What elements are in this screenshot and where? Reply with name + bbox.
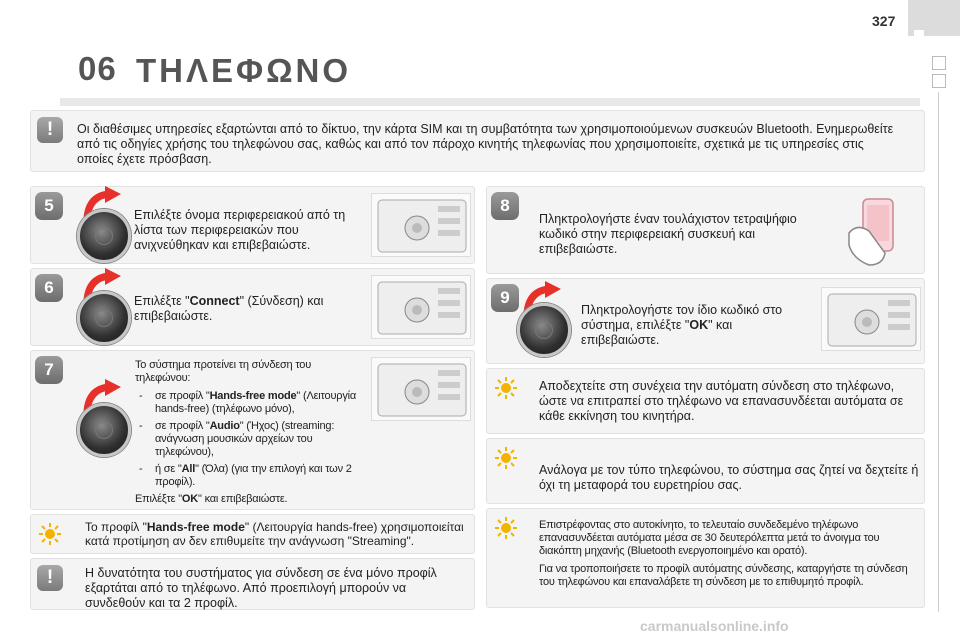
radio-panel-thumbnail	[821, 287, 921, 351]
lightbulb-icon	[493, 445, 519, 471]
step-6-badge: 6	[35, 274, 63, 302]
intro-text: Οι διαθέσιμες υπηρεσίες εξαρτώνται από το δίκτυο, την κάρτα SIM και τη συμβατότητα των χρησιμοποιούμενων συσκευών Bluetooth. Ενημερωθείτε από τις οδηγίες χρήσης του τηλεφώνου σας, καθώς και από τον πάροχο κινητής τηλεφωνίας που χρησιμοποιείτε, σχετικά με τις υπηρεσίες στις οποίες έχετε πρόσβαση.	[77, 122, 894, 166]
corner-notch	[914, 30, 924, 40]
reconnect-tip-para-2: Για να τροποποιήσετε το προφίλ αυτόματης σύνδεσης, καταργήστε τη σύνδεση του τηλεφώνου και επαναλάβετε τη σύνδεση με το επιθυμητό προφίλ.	[539, 563, 908, 588]
profile-item-all: - ή σε "All" (Όλα) (για την επιλογή και των 2 προφίλ).	[139, 463, 352, 488]
step-7-box	[30, 350, 475, 510]
phonebook-tip-box	[486, 438, 925, 504]
step-8-badge: 8	[491, 192, 519, 220]
step-7-text	[135, 359, 365, 506]
rotary-knob-icon	[77, 209, 131, 263]
profile-warning-text: Η δυνατότητα του συστήματος για σύνδεση σε ένα μόνο προφίλ εξαρτάται από το τηλέφωνο. Από προεπιλογή μπορούν να συνδεθούν και τα 2 προφίλ.	[85, 566, 437, 610]
warning-icon: !	[37, 565, 63, 591]
handsfree-tip-box	[30, 514, 475, 554]
warning-icon: !	[37, 117, 63, 143]
profile-item-handsfree: - σε προφίλ "Hands-free mode" (Λειτουργία hands-free) (τηλέφωνο μόνο),	[139, 390, 357, 415]
radio-panel-thumbnail	[371, 275, 471, 339]
watermark: carmanualsonline.info	[640, 618, 789, 634]
step-5-text: Επιλέξτε όνομα περιφερειακού από τη λίστα των περιφερειακών που ανιχνεύθηκαν και επιβεβαιώστε.	[134, 208, 346, 252]
step-8-text: Πληκτρολογήστε έναν τουλάχιστον τετραψήφιο κωδικό στην περιφερειακή συσκευή και επιβεβαιώστε.	[539, 212, 797, 256]
rotary-knob-icon	[77, 403, 131, 457]
step-9-text: Πληκτρολογήστε τον ίδιο κωδικό στο σύστημα, επιλέξτε "OK" και επιβεβαιώστε.	[581, 303, 783, 347]
profile-warning-box	[30, 558, 475, 610]
step-5-badge: 5	[35, 192, 63, 220]
radio-panel-thumbnail	[371, 193, 471, 257]
phonebook-tip-text: Ανάλογα με τον τύπο τηλεφώνου, το σύστημα σας ζητεί να δεχτείτε ή όχι τη μεταφορά του ευρετηρίου σας.	[539, 463, 919, 492]
step-7-outro: Επιλέξτε "OK" και επιβεβαιώστε.	[135, 493, 288, 505]
intro-box	[30, 110, 925, 172]
reconnect-tip-box	[486, 508, 925, 608]
chapter-title: ΤΗΛΕΦΩΝΟ	[136, 52, 352, 89]
step-9-badge: 9	[491, 284, 519, 312]
step-8-box	[486, 186, 925, 274]
step-6-post: " (Σύνδεση) και επιβεβαιώστε.	[134, 294, 324, 323]
handsfree-tip-text: Το προφίλ "Hands-free mode" (Λειτουργία hands-free) χρησιμοποιείται κατά προτίμηση αν δεν επιθυμείτε την ανάγνωση "Streaming".	[85, 520, 464, 548]
step-7-intro: Το σύστημα προτείνει τη σύνδεση του τηλεφώνου:	[135, 359, 312, 384]
step-6-text	[134, 294, 369, 324]
side-rule	[938, 92, 940, 612]
chapter-number: 06	[78, 50, 117, 87]
rotary-knob-icon	[517, 303, 571, 357]
phone-in-hand-icon	[839, 193, 915, 269]
step-6-bold: Connect	[189, 294, 240, 308]
step-5-box	[30, 186, 475, 264]
auto-connect-tip-text: Αποδεχτείτε στη συνέχεια την αυτόματη σύνδεση στο τηλέφωνο, ώστε να επιτραπεί στο τηλέφωνο να επανασυνδέεται αυτόματα σε κάθε εκκίνηση του κινητήρα.	[539, 379, 904, 423]
side-square-top	[932, 56, 946, 70]
reconnect-tip-para-1: Επιστρέφοντας στο αυτοκίνητο, το τελευταίο συνδεδεμένο τηλέφωνο επανασυνδέεται αυτόματα μέσα σε 30 δευτερόλεπτα μετά το άνοιγμα του διακόπτη μηχανής (Bluetooth ενεργοποιημένο και ορατό).	[539, 519, 880, 557]
reconnect-tip-text	[539, 519, 921, 589]
lightbulb-icon	[493, 375, 519, 401]
step-7-badge: 7	[35, 356, 63, 384]
rotary-knob-icon	[77, 291, 131, 345]
lightbulb-icon	[493, 515, 519, 541]
auto-connect-tip-box	[486, 368, 925, 434]
side-square-bottom	[932, 74, 946, 88]
page-number: 327	[872, 13, 896, 29]
step-6-pre: Επιλέξτε "	[134, 294, 190, 308]
title-rule	[60, 98, 920, 106]
radio-panel-thumbnail	[371, 357, 471, 421]
profile-item-audio: - σε προφίλ "Audio" (Ήχος) (streaming: ανάγνωση μουσικών αρχείων του τηλεφώνου),	[139, 420, 335, 458]
step-6-box	[30, 268, 475, 346]
step-9-box	[486, 278, 925, 364]
lightbulb-icon	[37, 521, 63, 547]
